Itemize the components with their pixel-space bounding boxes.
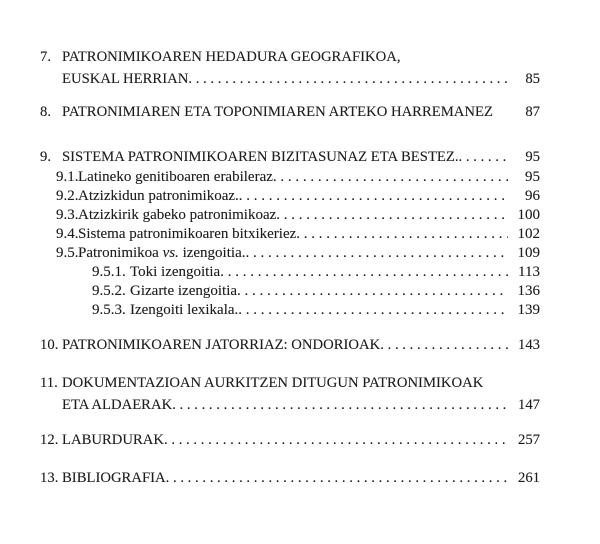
dot-leader [172,394,508,416]
entry-title: ETA ALDAERAK [62,397,173,413]
dot-leader [239,187,508,206]
page-number: 136 [517,283,540,299]
entry-title: Gizarte izengoitia [130,283,238,299]
entry-number: 9.5.2. [92,283,126,299]
toc-entry-9-5-3 [0,301,600,320]
page-number: 95 [525,149,540,165]
page-number: 257 [517,432,540,448]
entry-number: 8. [40,104,52,120]
dot-leader [188,68,508,90]
entry-title-pre: Patronimikoa [78,245,163,261]
entry-number: 11. [40,375,58,391]
entry-number: 9.3. [56,207,79,223]
toc-entry-9-5-2 [0,282,600,301]
toc-entry-12 [0,429,600,451]
entry-number: 9.2. [56,188,79,204]
entry-number: 10. [40,337,59,353]
entry-title: Sistema patronimikoaren bitxikeriez [78,226,297,242]
dot-leader [238,301,508,320]
dot-leader [166,467,508,489]
toc-entry-9-3 [0,206,600,225]
toc-entry-7-continuation [0,68,600,90]
entry-title: Atzizkirik gabeko patronimikoaz [78,207,277,223]
entry-title: BIBLIOGRAFIA [62,470,166,486]
entry-title: Izengoiti lexikala. [130,302,239,318]
page-number: 113 [518,264,540,280]
dot-leader [459,146,508,168]
entry-number: 7. [40,49,52,65]
entry-number: 9.4. [56,226,79,242]
entry-title: PATRONIMIAREN ETA TOPONIMIAREN ARTEKO HARREMANEZ [62,104,493,120]
entry-number: 9.1. [56,169,79,185]
entry-title-italic: vs. [162,245,179,261]
entry-title: SISTEMA PATRONIMIKOAREN BIZITASUNAZ ETA BESTEZ. [62,149,459,165]
toc-entry-9-5 [0,244,600,263]
toc-entry-9-2 [0,187,600,206]
entry-title: Atzizkidun patronimikoaz. [78,188,239,204]
entry-title-post: izengoitia. [178,245,246,261]
page-number: 100 [517,207,540,223]
page-number: 147 [517,397,540,413]
page-number: 85 [525,71,540,87]
entry-number: 9.5.1. [92,264,126,280]
dot-leader [245,244,508,263]
dot-leader [380,334,508,356]
toc-entry-13 [0,467,600,489]
page-number: 143 [517,337,540,353]
entry-title: EUSKAL HERRIAN [62,71,189,87]
entry-number: 9. [40,149,52,165]
toc-entry-8 [0,101,600,123]
page-number: 139 [517,302,540,318]
page-number: 96 [525,188,540,204]
entry-number: 9.5. [56,245,79,261]
toc-entry-11-continuation [0,394,600,416]
entry-title [78,244,245,263]
dot-leader [276,206,508,225]
entry-title: Latineko genitiboaren erabileraz [78,169,273,185]
dot-leader [220,263,508,282]
toc-entry-9 [0,146,600,168]
page-number: 95 [525,169,540,185]
page-number: 109 [517,245,540,261]
dot-leader [273,168,508,187]
entry-title: PATRONIMIKOAREN JATORRIAZ: ONDORIOAK [62,337,381,353]
dot-leader [237,282,508,301]
toc-entry-9-1 [0,168,600,187]
entry-title: LABURDURAK [62,432,165,448]
entry-title: Toki izengoitia [130,264,221,280]
page-number: 102 [517,226,540,242]
entry-number: 13. [40,470,59,486]
entry-number: 9.5.3. [92,302,126,318]
page-number: 261 [517,470,540,486]
toc-entry-9-5-1 [0,263,600,282]
entry-title: DOKUMENTAZIOAN AURKITZEN DITUGUN PATRONIMIKOAK [62,375,484,391]
dot-leader [296,225,508,244]
toc-entry-9-4 [0,225,600,244]
dot-leader [164,429,508,451]
page-number: 87 [525,104,540,120]
toc-entry-11 [0,372,600,394]
entry-number: 12. [40,432,59,448]
entry-title: PATRONIMIKOAREN HEDADURA GEOGRAFIKOA, [62,49,401,65]
toc-entry-7 [0,46,600,68]
toc-entry-10 [0,334,600,356]
